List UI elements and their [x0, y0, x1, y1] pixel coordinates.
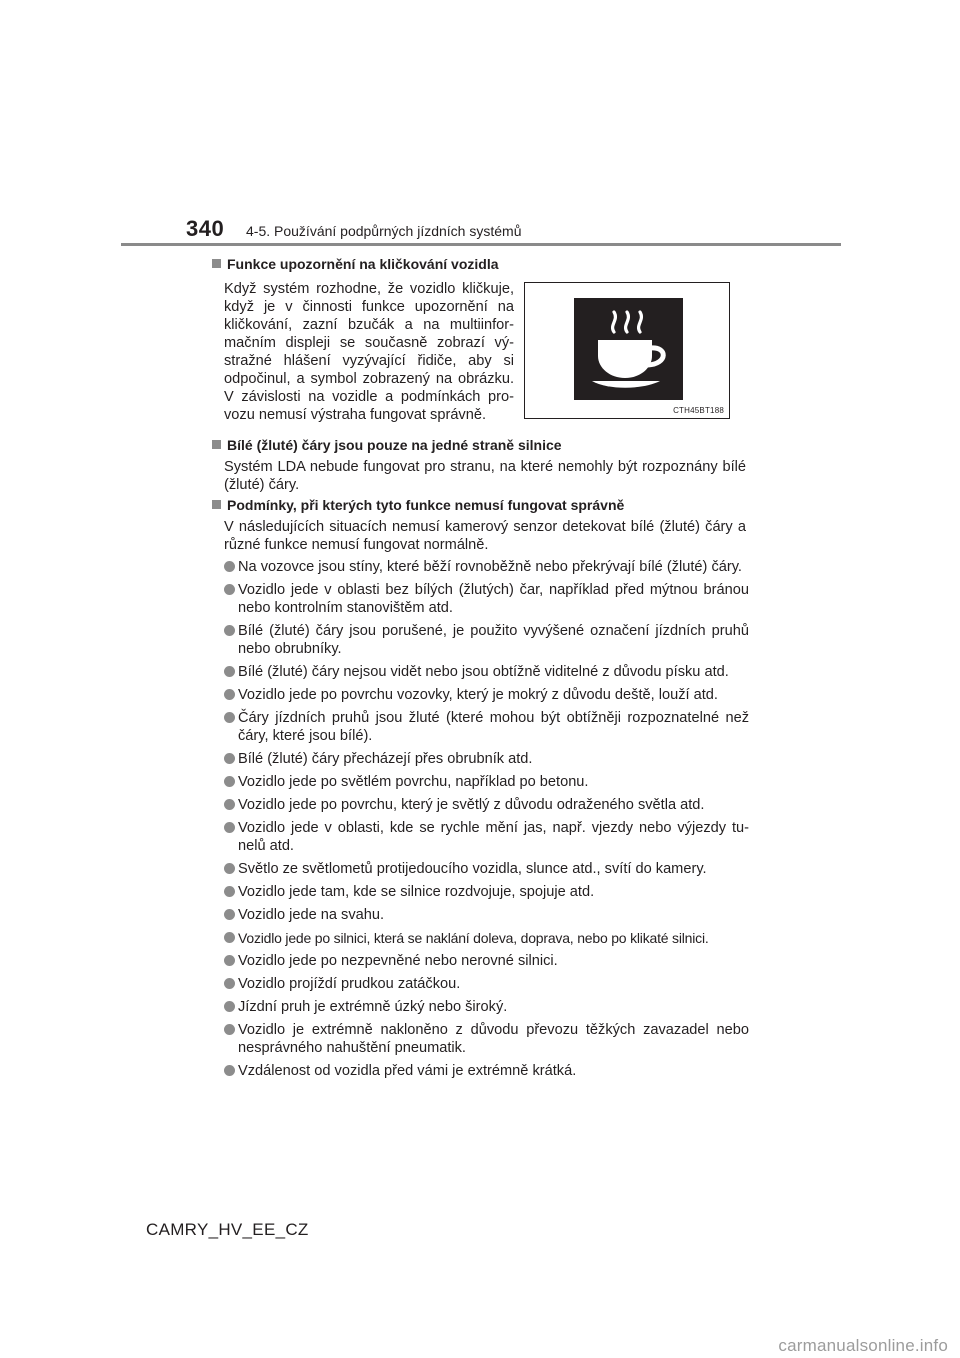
heading-one-side-lines	[212, 436, 562, 454]
list-item: Vozidlo projíždí prudkou zatáčkou.	[224, 975, 749, 993]
weaving-alert-text: Když systém rozhodne, že vozidlo kličkuje, když je v činnosti funkce upozornění na kličkování, zazní bzučák a na multiinfor-mačním displeji se současně zobrazí vý-stražné hlášení vyzývající řidiče, aby si odpočinul, a symbol zobrazený na obrázku. V závislosti na vozidle a podmínkách pro-vozu nemusí výstraha fungovat správně.	[224, 281, 514, 423]
bullet-dot-icon	[224, 776, 235, 787]
list-item: Jízdní pruh je extrémně úzký nebo široký.	[224, 998, 749, 1016]
bullet-dot-icon	[224, 909, 235, 920]
bullet-dot-icon	[224, 1001, 235, 1012]
list-item: Vozidlo jede po povrchu, který je světlý z důvodu odraženého světla atd.	[224, 796, 749, 814]
list-item: Bílé (žluté) čáry jsou porušené, je použito vyvýšené označení jízdních pruhů nebo obrubníky.	[224, 622, 749, 658]
heading-text: Funkce upozornění na kličkování vozidla	[227, 256, 499, 272]
list-item: Vozidlo jede v oblasti bez bílých (žlutých) čar, například před mýtnou bránou nebo kontrolním stanovištěm atd.	[224, 581, 749, 617]
list-item: Vzdálenost od vozidla před vámi je extrémně krátká.	[224, 1062, 749, 1080]
list-item: Čáry jízdních pruhů jsou žluté (které mohou být obtížněji rozpoznatelné než čáry, které jsou bílé).	[224, 709, 749, 745]
list-item: Vozidlo je extrémně nakloněno z důvodu převozu těžkých zavazadel nebo nesprávného nahuštění pneumatik.	[224, 1021, 749, 1057]
list-item: Vozidlo jede po nezpevněné nebo nerovné silnici.	[224, 952, 749, 970]
section-title: 4-5. Používání podpůrných jízdních systémů	[246, 223, 522, 239]
list-item: Na vozovce jsou stíny, které běží rovnoběžně nebo překrývají bílé (žluté) čáry.	[224, 558, 749, 576]
one-side-lines-text: Systém LDA nebude fungovat pro stranu, na které nemohly být rozpoznány bílé (žluté) čáry.	[224, 459, 746, 493]
bullet-dot-icon	[224, 584, 235, 595]
bullet-dot-icon	[224, 978, 235, 989]
bullet-dot-icon	[224, 689, 235, 700]
coffee-cup-icon	[574, 298, 683, 400]
list-item: Bílé (žluté) čáry nejsou vidět nebo jsou obtížně viditelné z důvodu písku atd.	[224, 663, 749, 681]
heading-square-icon	[212, 259, 221, 268]
bullet-dot-icon	[224, 1024, 235, 1035]
bullet-dot-icon	[224, 666, 235, 677]
heading-square-icon	[212, 440, 221, 449]
figure	[524, 282, 730, 419]
conditions-text: V následujících situacích nemusí kamerový senzor detekovat bílé (žluté) čáry a různé funkce nemusí fungovat normálně.	[224, 519, 746, 553]
list-item: Vozidlo jede po světlém povrchu, například po betonu.	[224, 773, 749, 791]
bullet-dot-icon	[224, 625, 235, 636]
bullet-dot-icon	[224, 753, 235, 764]
bullet-dot-icon	[224, 955, 235, 966]
bullet-dot-icon	[224, 822, 235, 833]
heading-weaving-alert	[212, 255, 499, 273]
condition-list	[224, 558, 749, 1085]
bullet-dot-icon	[224, 886, 235, 897]
figure-code: CTH45BT188	[673, 406, 724, 415]
heading-text: Podmínky, při kterých tyto funkce nemusí fungovat správně	[227, 497, 625, 513]
heading-square-icon	[212, 500, 221, 509]
list-item: Vozidlo jede po povrchu vozovky, který je mokrý z důvodu deště, louží atd.	[224, 686, 749, 704]
bullet-dot-icon	[224, 712, 235, 723]
list-item: Vozidlo jede na svahu.	[224, 906, 749, 924]
list-item: Vozidlo jede po silnici, která se naklání doleva, doprava, nebo po klikaté silnici.	[224, 929, 749, 947]
bullet-dot-icon	[224, 1065, 235, 1076]
page-number: 340	[186, 216, 225, 241]
bullet-dot-icon	[224, 799, 235, 810]
header-rule	[121, 243, 841, 246]
bullet-dot-icon	[224, 932, 235, 943]
bullet-dot-icon	[224, 863, 235, 874]
watermark: carmanualsonline.info	[778, 1336, 948, 1355]
list-item: Světlo ze světlometů protijedoucího vozidla, slunce atd., svítí do kamery.	[224, 860, 749, 878]
bullet-dot-icon	[224, 561, 235, 572]
model-code: CAMRY_HV_EE_CZ	[146, 1220, 309, 1239]
list-item: Vozidlo jede tam, kde se silnice rozdvojuje, spojuje atd.	[224, 883, 749, 901]
heading-conditions	[212, 496, 624, 514]
heading-text: Bílé (žluté) čáry jsou pouze na jedné straně silnice	[227, 437, 562, 453]
list-item: Bílé (žluté) čáry přecházejí přes obrubník atd.	[224, 750, 749, 768]
list-item: Vozidlo jede v oblasti, kde se rychle mění jas, např. vjezdy nebo výjezdy tu-nelů atd.	[224, 819, 749, 855]
